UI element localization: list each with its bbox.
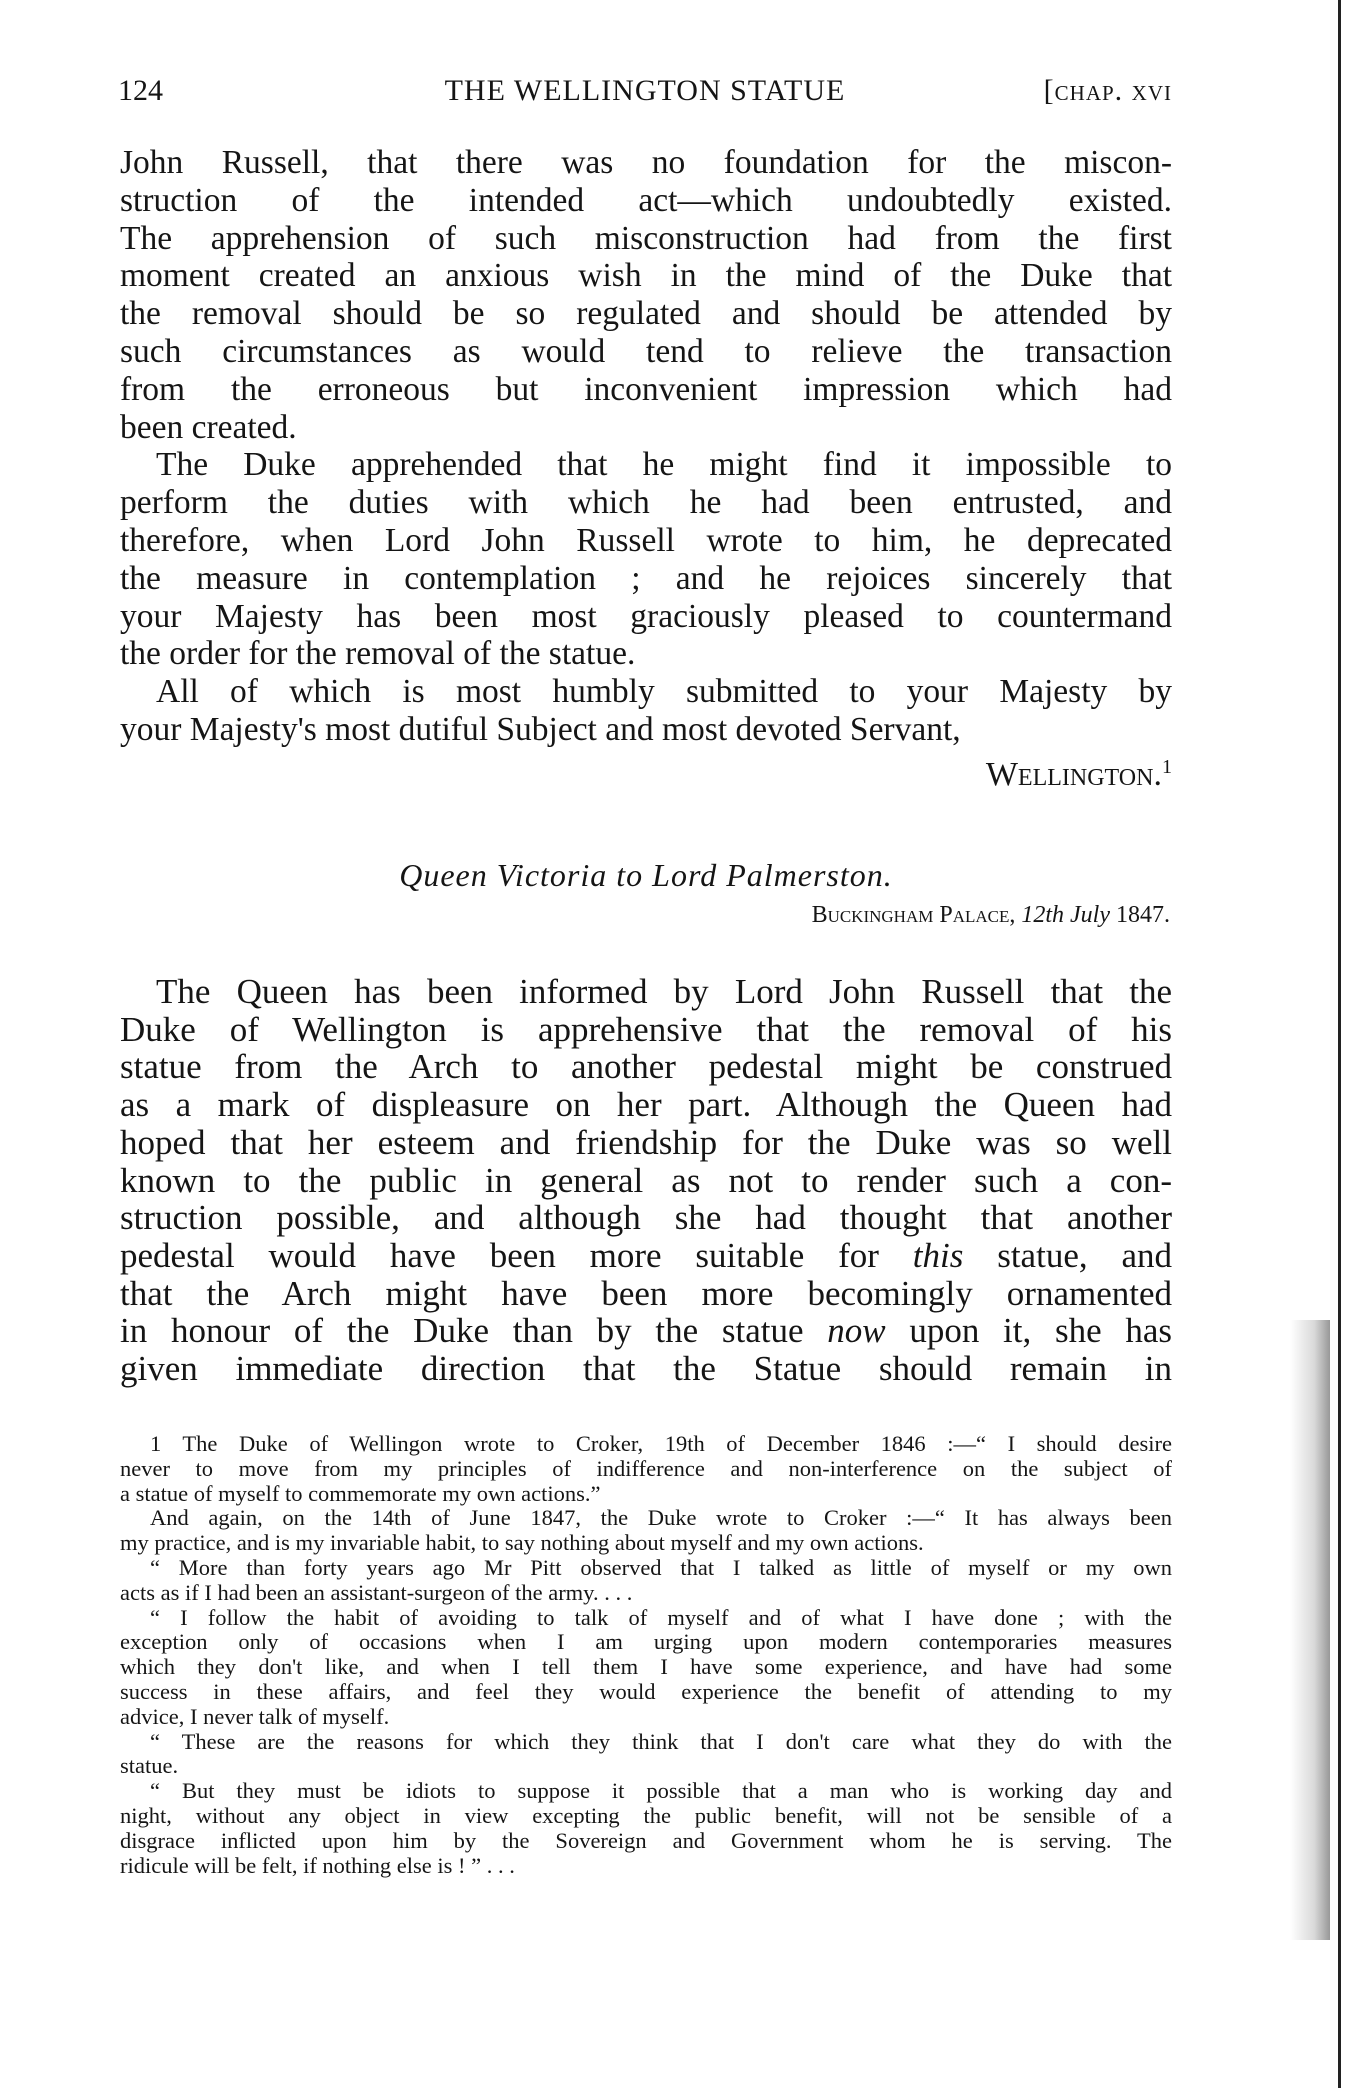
text-run: your Majesty has been most graciously pleased to countermand bbox=[120, 597, 1172, 635]
text-run: John Russell, that there was no foundation for the miscon- bbox=[120, 144, 1172, 181]
text-run: advice, I never talk of myself. bbox=[120, 1703, 390, 1729]
text-run: perform the duties with which he had been entrusted, and bbox=[120, 484, 1172, 522]
footnote-line bbox=[120, 1730, 1172, 1755]
body-line bbox=[120, 446, 1172, 484]
body-line bbox=[120, 295, 1172, 333]
footnote-line bbox=[120, 1457, 1172, 1482]
letter-line bbox=[120, 1237, 1172, 1275]
footnote-line bbox=[120, 1804, 1172, 1829]
letter-line bbox=[120, 1124, 1172, 1162]
scan-shadow bbox=[1290, 1320, 1330, 1940]
footnote-line bbox=[120, 1581, 1172, 1606]
body-line bbox=[120, 711, 1172, 749]
letter-text bbox=[120, 973, 1172, 1388]
text-run: “ These are the reasons for which they think that I don't care what they do with the bbox=[150, 1728, 1172, 1754]
letter-line bbox=[120, 1199, 1172, 1237]
text-run: The apprehension of such misconstruction had from the first bbox=[120, 219, 1172, 257]
footnote-line bbox=[120, 1854, 1172, 1879]
body-line bbox=[120, 484, 1172, 522]
footnote-line bbox=[120, 1606, 1172, 1631]
footnote-line bbox=[120, 1482, 1172, 1507]
letter-heading: Queen Victoria to Lord Palmerston. bbox=[399, 857, 893, 893]
address-date: 12th July bbox=[1021, 902, 1110, 928]
text-run: the removal should be so regulated and should be attended by bbox=[120, 295, 1172, 333]
text-run: a statue of myself to commemorate my own actions.” bbox=[120, 1480, 601, 1506]
body-line bbox=[120, 560, 1172, 598]
letter-line bbox=[120, 1086, 1172, 1124]
text-run: never to move from my principles of indifference and non-interference on the subject of bbox=[120, 1455, 1172, 1481]
text-run: “ More than forty years ago Mr Pitt observed that I talked as little of myself or my own bbox=[150, 1554, 1172, 1580]
body-line bbox=[120, 371, 1172, 409]
signature-line bbox=[120, 749, 1172, 794]
body-line bbox=[120, 673, 1172, 711]
letter-address bbox=[120, 902, 1170, 929]
text-run: “ I follow the habit of avoiding to talk of myself and of what I have done ; with the bbox=[150, 1604, 1172, 1630]
text-run: struction possible, and although she had thought that another bbox=[120, 1198, 1172, 1238]
text-run: All of which is most humbly submitted to your Majesty by bbox=[156, 673, 1172, 711]
signature: Wellington. bbox=[985, 756, 1162, 794]
body-line bbox=[120, 144, 1172, 182]
page-edge bbox=[1338, 0, 1341, 2088]
body-line bbox=[120, 333, 1172, 371]
text-run: in honour of the Duke than by the statue bbox=[120, 1311, 828, 1351]
running-header bbox=[118, 74, 1172, 118]
text-run: upon it, she has bbox=[885, 1311, 1172, 1351]
text-run: that the Arch might have been more becomingly ornamented bbox=[120, 1273, 1172, 1313]
text-run: acts as if I had been an assistant-surgeon of the army. . . . bbox=[120, 1579, 633, 1605]
text-run: known to the public in general as not to render such a con- bbox=[120, 1160, 1172, 1200]
letter-line bbox=[120, 1350, 1172, 1388]
footnote-line bbox=[120, 1630, 1172, 1655]
letter-line bbox=[120, 973, 1172, 1011]
emphasis-text: now bbox=[827, 1311, 886, 1351]
text-run: night, without any object in view excepting the public benefit, will not be sensible of a bbox=[120, 1802, 1172, 1828]
text-run: The Queen has been informed by Lord John Russell that the bbox=[156, 972, 1172, 1011]
footnote-line bbox=[120, 1754, 1172, 1779]
text-run: exception only of occasions when I am urging upon modern contemporaries measures bbox=[120, 1629, 1172, 1655]
text-run: statue, and bbox=[963, 1235, 1172, 1275]
footnote-line bbox=[120, 1556, 1172, 1581]
footnote-line bbox=[120, 1531, 1172, 1556]
text-run: moment created an anxious wish in the mind of the Duke that bbox=[120, 257, 1172, 295]
text-run: the order for the removal of the statue. bbox=[120, 635, 636, 673]
footnote-mark: 1 bbox=[1161, 756, 1172, 778]
footnotes bbox=[120, 1432, 1172, 1878]
letter-line bbox=[120, 1162, 1172, 1200]
letter-line bbox=[120, 1275, 1172, 1313]
footnote-line bbox=[120, 1432, 1172, 1457]
text-run: been created. bbox=[120, 408, 297, 446]
emphasis-text: this bbox=[912, 1235, 964, 1275]
text-run: my practice, and is my invariable habit, to say nothing about myself and my own actions. bbox=[120, 1530, 924, 1556]
footnote-line bbox=[120, 1705, 1172, 1730]
text-run: The Duke apprehended that he might find it impossible to bbox=[156, 446, 1172, 484]
footnote-line bbox=[120, 1655, 1172, 1680]
text-run: therefore, when Lord John Russell wrote to him, he deprecated bbox=[120, 521, 1172, 559]
body-line bbox=[120, 522, 1172, 560]
letter-line bbox=[120, 1312, 1172, 1350]
text-run: 1 The Duke of Wellingon wrote to Croker, 19th of December 1846 :—“ I should desire bbox=[150, 1431, 1172, 1456]
running-title: THE WELLINGTON STATUE bbox=[444, 74, 846, 107]
text-run: the measure in contemplation ; and he rejoices sincerely that bbox=[120, 559, 1172, 597]
address-year: 1847. bbox=[1116, 902, 1170, 928]
body-line bbox=[120, 257, 1172, 295]
chapter-label: [chap. xvi bbox=[1043, 74, 1172, 107]
body-line bbox=[120, 220, 1172, 258]
footnote-line bbox=[120, 1779, 1172, 1804]
text-run: success in these affairs, and feel they would experience the benefit of attending to my bbox=[120, 1678, 1172, 1704]
footnote-line bbox=[120, 1829, 1172, 1854]
text-run: statue from the Arch to another pedestal might be construed bbox=[120, 1047, 1172, 1087]
text-run: And again, on the 14th of June 1847, the Duke wrote to Croker :—“ It has always been bbox=[150, 1505, 1172, 1531]
body-line bbox=[120, 409, 1172, 447]
footnote-line bbox=[120, 1680, 1172, 1705]
text-run: from the erroneous but inconvenient impression which had bbox=[120, 370, 1172, 408]
text-run: given immediate direction that the Statue should remain in bbox=[120, 1349, 1172, 1389]
body-text bbox=[120, 144, 1172, 749]
text-run: ridicule will be felt, if nothing else is ! ” . . . bbox=[120, 1852, 515, 1878]
text-run: which they don't like, and when I tell them I have some experience, and have had some bbox=[120, 1654, 1172, 1680]
text-run: “ But they must be idiots to suppose it possible that a man who is working day and bbox=[150, 1778, 1172, 1804]
text-run: disgrace inflicted upon him by the Sovereign and Government whom he is serving. The bbox=[120, 1827, 1172, 1853]
text-run: hoped that her esteem and friendship for the Duke was so well bbox=[120, 1122, 1172, 1162]
text-run: such circumstances as would tend to relieve the transaction bbox=[120, 332, 1172, 370]
body-line bbox=[120, 182, 1172, 220]
text-run: Duke of Wellington is apprehensive that the removal of his bbox=[120, 1009, 1172, 1049]
letter-line bbox=[120, 1011, 1172, 1049]
text-run: your Majesty's most dutiful Subject and most devoted Servant, bbox=[120, 710, 961, 748]
body-line bbox=[120, 598, 1172, 636]
page-number: 124 bbox=[118, 74, 163, 107]
letter-line bbox=[120, 1048, 1172, 1086]
text-run: statue. bbox=[120, 1753, 179, 1779]
text-run: as a mark of displeasure on her part. Although the Queen had bbox=[120, 1085, 1172, 1125]
text-run: pedestal would have been more suitable for bbox=[120, 1235, 913, 1275]
address-place: Buckingham Palace, bbox=[811, 902, 1016, 928]
footnote-line bbox=[120, 1506, 1172, 1531]
body-line bbox=[120, 635, 1172, 673]
text-run: struction of the intended act—which undoubtedly existed. bbox=[120, 181, 1172, 219]
